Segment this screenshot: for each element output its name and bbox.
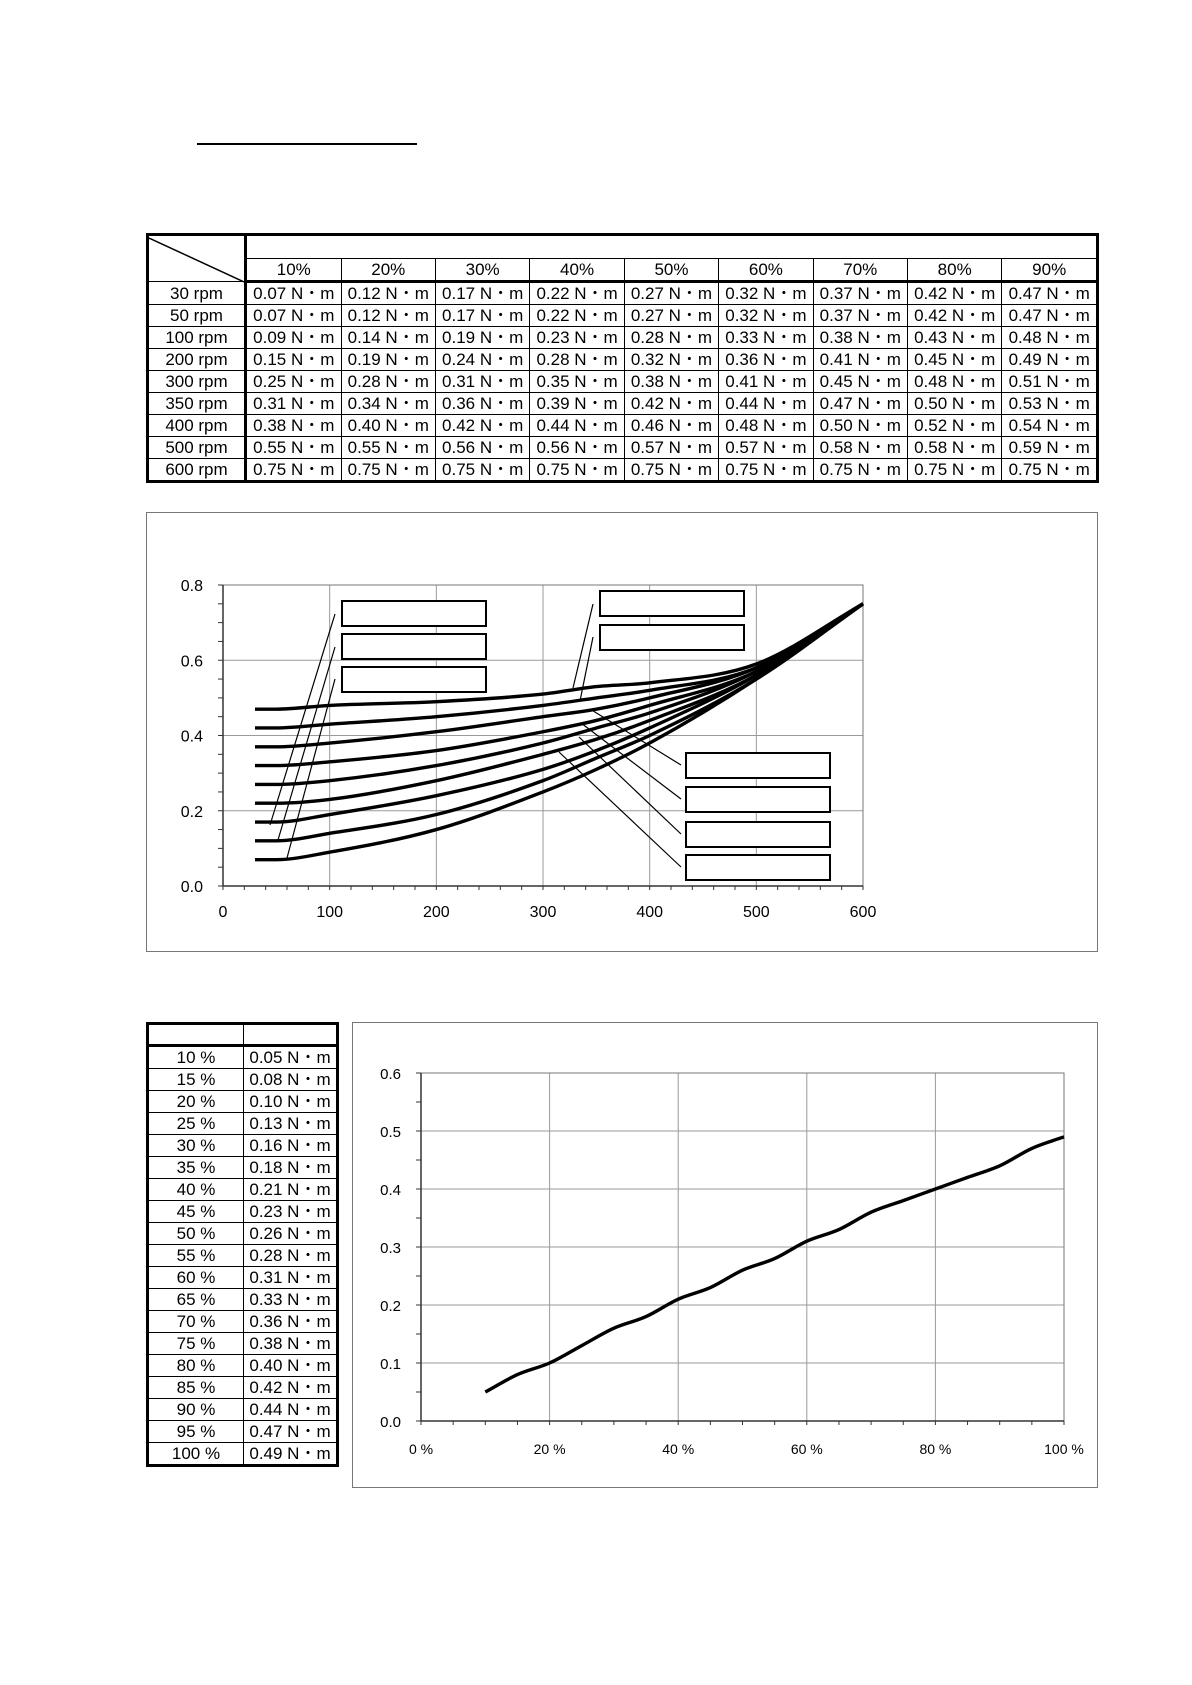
torque-cell: 0.36 N・m: [244, 1311, 338, 1333]
torque-cell: 0.39 N・m: [530, 393, 624, 415]
torque-cell: 0.75 N・m: [624, 459, 718, 482]
x-tick-label: 500: [742, 904, 770, 921]
torque-cell: 0.31 N・m: [244, 1267, 338, 1289]
y-tick-label: 0.3: [380, 1240, 401, 1257]
torque-cell: 0.19 N・m: [435, 327, 529, 349]
table-row: [148, 1113, 338, 1135]
y-tick-label: 0.6: [380, 1066, 401, 1083]
torque-cell: 0.54 N・m: [1002, 415, 1098, 437]
torque-cell: 0.49 N・m: [244, 1443, 338, 1466]
torque-cell: 0.10 N・m: [244, 1091, 338, 1113]
y-tick-label: 0.2: [180, 803, 203, 821]
table-row: [148, 1179, 338, 1201]
torque-cell: 0.42 N・m: [244, 1377, 338, 1399]
table-row: [148, 437, 1098, 459]
duty-cell: 40 %: [148, 1179, 244, 1201]
speed-cell: 100 rpm: [148, 327, 246, 349]
duty-header-cell: 40%: [530, 259, 624, 282]
torque-cell: 0.42 N・m: [624, 393, 718, 415]
duty-cell: 95 %: [148, 1421, 244, 1443]
torque-cell: 0.56 N・m: [435, 437, 529, 459]
table-row: [148, 305, 1098, 327]
torque-cell: 0.32 N・m: [719, 282, 813, 305]
duty-cell: 30 %: [148, 1135, 244, 1157]
torque-cell: 0.47 N・m: [813, 393, 907, 415]
duty-cell: 15 %: [148, 1069, 244, 1091]
torque-cell: 0.37 N・m: [813, 282, 907, 305]
table-row: [148, 1091, 338, 1113]
diagonal-line-icon: [149, 236, 244, 284]
torque-cell: 0.32 N・m: [719, 305, 813, 327]
table-row: [148, 1245, 338, 1267]
torque-cell: 0.22 N・m: [530, 282, 624, 305]
table-row: [148, 349, 1098, 371]
duty-table-header-duty: [148, 1024, 244, 1046]
duty-header-cell: 50%: [624, 259, 718, 282]
duty-torque-table: [146, 1022, 339, 1467]
torque-cell: 0.49 N・m: [1002, 349, 1098, 371]
speed-cell: 30 rpm: [148, 282, 246, 305]
callout-leader-line: [559, 752, 681, 867]
y-tick-label: 0.8: [180, 578, 203, 595]
torque-cell: 0.75 N・m: [719, 459, 813, 482]
torque-cell: 0.50 N・m: [907, 393, 1001, 415]
torque-cell: 0.09 N・m: [246, 327, 342, 349]
table-row: [148, 282, 1098, 305]
torque-cell: 0.36 N・m: [435, 393, 529, 415]
torque-cell: 0.41 N・m: [813, 349, 907, 371]
y-tick-label: 0.4: [180, 728, 203, 746]
torque-cell: 0.12 N・m: [341, 282, 435, 305]
table-row: [148, 1443, 338, 1466]
torque-cell: 0.31 N・m: [246, 393, 342, 415]
torque-cell: 0.55 N・m: [246, 437, 342, 459]
x-tick-label: 0 %: [408, 1441, 434, 1457]
torque-cell: 0.44 N・m: [244, 1399, 338, 1421]
duty-header-cell: 20%: [341, 259, 435, 282]
torque-cell: 0.53 N・m: [1002, 393, 1098, 415]
torque-cell: 0.21 N・m: [244, 1179, 338, 1201]
torque-cell: 0.75 N・m: [813, 459, 907, 482]
duty-cell: 35 %: [148, 1157, 244, 1179]
torque-cell: 0.28 N・m: [244, 1245, 338, 1267]
title-underline: [197, 143, 417, 145]
torque-cell: 0.45 N・m: [907, 349, 1001, 371]
speed-cell: 500 rpm: [148, 437, 246, 459]
torque-cell: 0.33 N・m: [719, 327, 813, 349]
table-row: [148, 1377, 338, 1399]
torque-cell: 0.75 N・m: [341, 459, 435, 482]
x-tick-label: 100: [316, 904, 344, 921]
callout-box: [686, 855, 830, 880]
speed-cell: 350 rpm: [148, 393, 246, 415]
torque-cell: 0.44 N・m: [719, 393, 813, 415]
callout-box: [600, 591, 744, 616]
duty-cell: 10 %: [148, 1046, 244, 1069]
table-row: [148, 1399, 338, 1421]
callout-leader-line: [270, 614, 335, 825]
duty-header-cell: 30%: [435, 259, 529, 282]
table-row: [148, 371, 1098, 393]
x-tick-label: 300: [529, 904, 557, 921]
torque-cell: 0.42 N・m: [907, 305, 1001, 327]
duty-cell: 25 %: [148, 1113, 244, 1135]
torque-cell: 0.38 N・m: [624, 371, 718, 393]
torque-cell: 0.47 N・m: [244, 1421, 338, 1443]
duty-torque-chart-svg: [353, 1023, 1097, 1487]
table-row: [148, 393, 1098, 415]
torque-cell: 0.58 N・m: [907, 437, 1001, 459]
torque-cell: 0.23 N・m: [530, 327, 624, 349]
table-row: [148, 1223, 338, 1245]
torque-cell: 0.08 N・m: [244, 1069, 338, 1091]
torque-cell: 0.52 N・m: [907, 415, 1001, 437]
torque-cell: 0.46 N・m: [624, 415, 718, 437]
torque-cell: 0.16 N・m: [244, 1135, 338, 1157]
series-line: [485, 1137, 1064, 1392]
duty-cell: 65 %: [148, 1289, 244, 1311]
y-tick-label: 0.6: [180, 653, 203, 671]
torque-cell: 0.40 N・m: [244, 1355, 338, 1377]
table-row: [148, 1069, 338, 1091]
y-tick-label: 0.5: [380, 1124, 401, 1141]
x-tick-label: 100 %: [1044, 1441, 1084, 1457]
torque-table-body: [148, 282, 1098, 482]
torque-cell: 0.28 N・m: [530, 349, 624, 371]
torque-table: [146, 233, 1099, 483]
torque-cell: 0.45 N・m: [813, 371, 907, 393]
duty-cell: 45 %: [148, 1201, 244, 1223]
torque-cell: 0.35 N・m: [530, 371, 624, 393]
torque-speed-chart-svg: [147, 513, 1097, 951]
table-span-row: [148, 235, 1098, 259]
torque-cell: 0.23 N・m: [244, 1201, 338, 1223]
torque-cell: 0.50 N・m: [813, 415, 907, 437]
callout-box: [342, 601, 486, 626]
torque-cell: 0.32 N・m: [624, 349, 718, 371]
torque-cell: 0.47 N・m: [1002, 305, 1098, 327]
y-tick-label: 0.2: [380, 1298, 401, 1315]
table-row: [148, 1157, 338, 1179]
torque-cell: 0.42 N・m: [907, 282, 1001, 305]
duty-cell: 85 %: [148, 1377, 244, 1399]
callout-box: [342, 667, 486, 692]
table-row: [148, 1355, 338, 1377]
duty-header-cell: 80%: [907, 259, 1001, 282]
duty-header-cell: 10%: [246, 259, 342, 282]
x-tick-label: 80 %: [919, 1441, 952, 1457]
torque-cell: 0.51 N・m: [1002, 371, 1098, 393]
duty-torque-chart: [352, 1022, 1098, 1488]
torque-cell: 0.40 N・m: [341, 415, 435, 437]
torque-cell: 0.05 N・m: [244, 1046, 338, 1069]
torque-cell: 0.25 N・m: [246, 371, 342, 393]
torque-cell: 0.56 N・m: [530, 437, 624, 459]
torque-cell: 0.75 N・m: [907, 459, 1001, 482]
torque-cell: 0.27 N・m: [624, 305, 718, 327]
torque-cell: 0.28 N・m: [624, 327, 718, 349]
speed-cell: 50 rpm: [148, 305, 246, 327]
torque-cell: 0.55 N・m: [341, 437, 435, 459]
torque-cell: 0.26 N・m: [244, 1223, 338, 1245]
table-row: [148, 1201, 338, 1223]
duty-cell: 80 %: [148, 1355, 244, 1377]
torque-cell: 0.48 N・m: [1002, 327, 1098, 349]
y-tick-label: 0.0: [380, 1414, 401, 1431]
torque-cell: 0.38 N・m: [813, 327, 907, 349]
speed-cell: 400 rpm: [148, 415, 246, 437]
callout-box: [686, 787, 830, 812]
diagonal-header-cell: [148, 235, 246, 282]
duty-header-cell: 60%: [719, 259, 813, 282]
x-tick-label: 20 %: [533, 1441, 566, 1457]
duty-header-cell: 90%: [1002, 259, 1098, 282]
torque-cell: 0.24 N・m: [435, 349, 529, 371]
torque-cell: 0.07 N・m: [246, 305, 342, 327]
torque-cell: 0.15 N・m: [246, 349, 342, 371]
y-tick-label: 0.0: [180, 879, 203, 896]
torque-cell: 0.18 N・m: [244, 1157, 338, 1179]
torque-cell: 0.57 N・m: [719, 437, 813, 459]
duty-group-header: [246, 235, 1098, 259]
duty-cell: 20 %: [148, 1091, 244, 1113]
x-tick-label: 60 %: [790, 1441, 823, 1457]
x-tick-label: 600: [849, 904, 877, 921]
torque-cell: 0.27 N・m: [624, 282, 718, 305]
table-row: [148, 1333, 338, 1355]
y-tick-label: 0.1: [380, 1356, 401, 1373]
torque-cell: 0.38 N・m: [244, 1333, 338, 1355]
torque-cell: 0.38 N・m: [246, 415, 342, 437]
torque-cell: 0.48 N・m: [719, 415, 813, 437]
callout-box: [600, 625, 744, 650]
x-tick-label: 200: [422, 904, 450, 921]
callout-leader-line: [573, 604, 593, 688]
callout-box: [686, 822, 830, 847]
table-row: [148, 1267, 338, 1289]
duty-cell: 90 %: [148, 1399, 244, 1421]
torque-cell: 0.43 N・m: [907, 327, 1001, 349]
torque-cell: 0.17 N・m: [435, 282, 529, 305]
torque-cell: 0.42 N・m: [435, 415, 529, 437]
table-row: [148, 459, 1098, 482]
duty-table-header-torque: [244, 1024, 338, 1046]
speed-cell: 600 rpm: [148, 459, 246, 482]
callout-leader-line: [580, 637, 593, 701]
table-row: [148, 327, 1098, 349]
torque-cell: 0.12 N・m: [341, 305, 435, 327]
torque-cell: 0.47 N・m: [1002, 282, 1098, 305]
table-row: [148, 415, 1098, 437]
torque-cell: 0.28 N・m: [341, 371, 435, 393]
duty-cell: 60 %: [148, 1267, 244, 1289]
torque-cell: 0.58 N・m: [813, 437, 907, 459]
table-row: [148, 1421, 338, 1443]
table-row: [148, 1135, 338, 1157]
torque-cell: 0.57 N・m: [624, 437, 718, 459]
speed-cell: 300 rpm: [148, 371, 246, 393]
torque-cell: 0.75 N・m: [435, 459, 529, 482]
table-row: [148, 1311, 338, 1333]
duty-cell: 70 %: [148, 1311, 244, 1333]
torque-cell: 0.36 N・m: [719, 349, 813, 371]
duty-cell: 100 %: [148, 1443, 244, 1466]
torque-cell: 0.31 N・m: [435, 371, 529, 393]
torque-cell: 0.34 N・m: [341, 393, 435, 415]
torque-cell: 0.33 N・m: [244, 1289, 338, 1311]
torque-cell: 0.75 N・m: [530, 459, 624, 482]
duty-table-body: [148, 1046, 338, 1466]
torque-cell: 0.48 N・m: [907, 371, 1001, 393]
callout-box: [686, 753, 830, 778]
y-tick-label: 0.4: [380, 1182, 401, 1199]
torque-cell: 0.07 N・m: [246, 282, 342, 305]
callout-box: [342, 634, 486, 659]
torque-cell: 0.41 N・m: [719, 371, 813, 393]
torque-cell: 0.75 N・m: [246, 459, 342, 482]
duty-table-header-row: [148, 1024, 338, 1046]
duty-cell: 75 %: [148, 1333, 244, 1355]
duty-cell: 55 %: [148, 1245, 244, 1267]
torque-cell: 0.37 N・m: [813, 305, 907, 327]
torque-cell: 0.44 N・m: [530, 415, 624, 437]
torque-cell: 0.19 N・m: [341, 349, 435, 371]
torque-speed-chart: [146, 512, 1098, 952]
torque-cell: 0.13 N・m: [244, 1113, 338, 1135]
x-tick-label: 40 %: [662, 1441, 695, 1457]
torque-cell: 0.22 N・m: [530, 305, 624, 327]
duty-header-row: [148, 259, 1098, 282]
x-tick-label: 0: [218, 904, 228, 921]
torque-cell: 0.17 N・m: [435, 305, 529, 327]
speed-cell: 200 rpm: [148, 349, 246, 371]
torque-cell: 0.14 N・m: [341, 327, 435, 349]
x-tick-label: 400: [636, 904, 664, 921]
table-row: [148, 1046, 338, 1069]
duty-header-cell: 70%: [813, 259, 907, 282]
torque-cell: 0.59 N・m: [1002, 437, 1098, 459]
torque-cell: 0.75 N・m: [1002, 459, 1098, 482]
table-row: [148, 1289, 338, 1311]
duty-cell: 50 %: [148, 1223, 244, 1245]
